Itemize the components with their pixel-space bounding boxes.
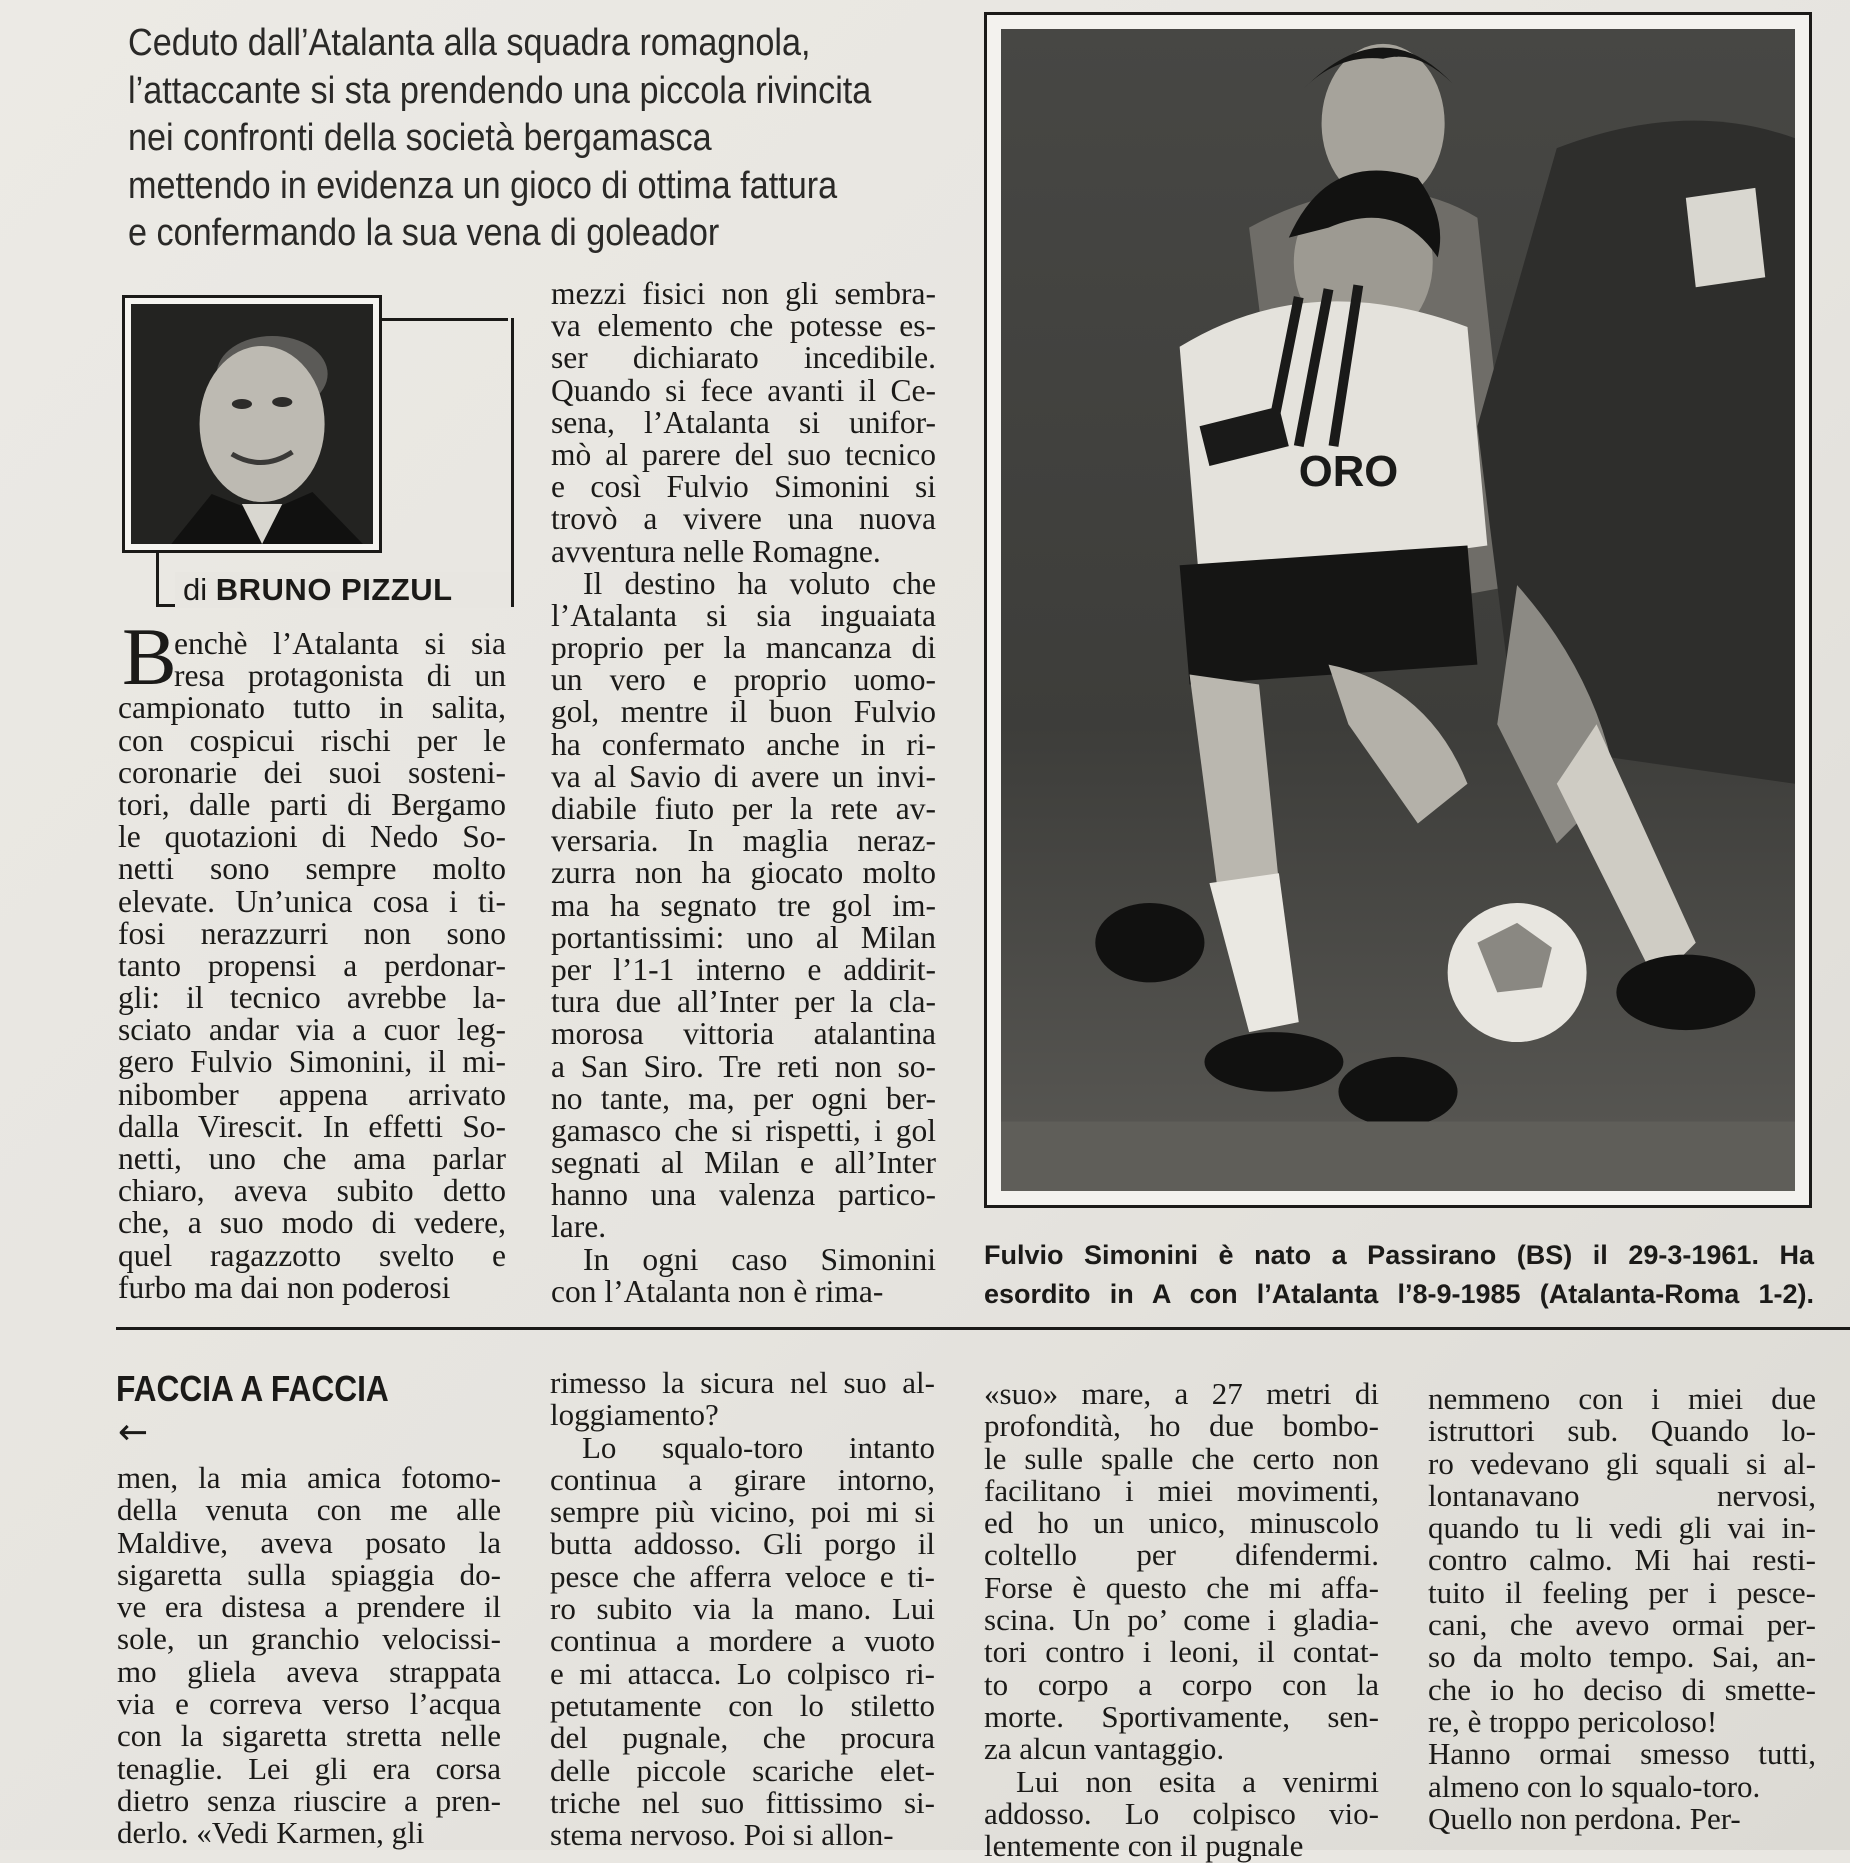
text-line: tuito il feeling per i pesce- bbox=[1428, 1574, 1816, 1610]
text-line: lare. bbox=[551, 1209, 607, 1245]
text-line: petutamente con lo stiletto bbox=[550, 1687, 935, 1723]
drop-cap: B bbox=[122, 611, 177, 702]
text-line: Hanno ormai smesso tutti, bbox=[1428, 1736, 1816, 1772]
text-line: e così Fulvio Simonini si bbox=[551, 469, 936, 505]
text-line: morte. Sportivamente, sen- bbox=[984, 1698, 1379, 1734]
text-line: sciato andar via a cuor leg- bbox=[118, 1012, 506, 1048]
text-line: continua a girare intorno, bbox=[550, 1461, 935, 1497]
author-portrait-image bbox=[131, 304, 373, 544]
text-line: stema nervoso. Poi si allon- bbox=[550, 1817, 894, 1853]
text-line: nibomber appena arrivato bbox=[118, 1076, 506, 1112]
byline-prefix: di bbox=[183, 572, 208, 607]
byline-author: BRUNO PIZZUL bbox=[215, 572, 453, 607]
text-line: chiaro, aveva subito detto bbox=[118, 1173, 506, 1209]
text-line: netti, uno che ama parlar bbox=[118, 1141, 506, 1176]
text-line: enchè l’Atalanta si sia bbox=[174, 626, 506, 661]
text-line: sena, l’Atalanta si unifor- bbox=[551, 404, 936, 440]
text-line: Fulvio Simonini è nato a Passirano (BS) il 29-3-1961. Ha bbox=[984, 1240, 1814, 1270]
text-line: hanno una valenza partico- bbox=[551, 1177, 936, 1213]
text-line: almeno con lo squalo-toro. bbox=[1428, 1768, 1761, 1804]
text-line: va elemento che potesse es- bbox=[551, 308, 936, 344]
lower-column-1 bbox=[117, 1462, 501, 1850]
section-divider bbox=[116, 1327, 1850, 1330]
text-line: zurra non ha giocato molto bbox=[551, 855, 936, 891]
text-line: contro calmo. Mi hai resti- bbox=[1428, 1542, 1816, 1578]
text-line: che, a suo modo di vedere, bbox=[118, 1205, 506, 1241]
text-line: men, la mia amica fotomo- bbox=[117, 1460, 501, 1495]
text-line: ser dichiarato incedibile. bbox=[551, 340, 936, 376]
text-line: campionato tutto in salita, bbox=[118, 690, 506, 726]
text-line: lentemente con il pugnale bbox=[984, 1828, 1304, 1863]
text-line: Forse è questo che mi affa- bbox=[984, 1569, 1379, 1605]
text-line: segnati al Milan e all’Inter bbox=[551, 1145, 936, 1181]
text-line: gli: il tecnico avrebbe la- bbox=[118, 980, 506, 1016]
text-line: netti sono sempre molto bbox=[118, 851, 506, 887]
text-line: Maldive, aveva posato la bbox=[117, 1524, 501, 1560]
text-line: mò al parere del suo tecnico bbox=[551, 436, 936, 472]
text-line: ed ho un unico, minuscolo bbox=[984, 1505, 1379, 1541]
text-line: to corpo a corpo con la bbox=[984, 1666, 1379, 1702]
deck-line: e confermando la sua vena di goleador bbox=[128, 212, 720, 254]
text-line: coltello per difendermi. bbox=[984, 1537, 1379, 1573]
text-line: avventura nelle Romagne. bbox=[551, 533, 881, 569]
text-line: un vero e proprio uomo- bbox=[551, 662, 936, 698]
text-line: scina. Un po’ come i gladia- bbox=[984, 1602, 1379, 1638]
football-action-photo bbox=[1001, 29, 1795, 1191]
text-line: «suo» mare, a 27 metri di bbox=[984, 1376, 1379, 1411]
deck-line: Ceduto dall’Atalanta alla squadra romagnola, bbox=[128, 22, 811, 64]
article-column-2 bbox=[551, 278, 936, 1308]
text-line: quando tu li vedi gli vai in- bbox=[1428, 1510, 1816, 1546]
text-line: Lui non esita a venirmi bbox=[1016, 1763, 1379, 1799]
text-line: del pugnale, che procura bbox=[550, 1720, 935, 1756]
text-line: via e correva verso l’acqua bbox=[117, 1686, 501, 1722]
text-line: tori contro i leoni, il contat- bbox=[984, 1634, 1379, 1670]
text-line: In ogni caso Simonini bbox=[583, 1241, 936, 1277]
byline bbox=[175, 572, 511, 608]
photo-caption bbox=[984, 1236, 1814, 1314]
text-line: Quello non perdona. Per- bbox=[1428, 1800, 1741, 1836]
text-line: per l’1-1 interno e addirit- bbox=[551, 951, 936, 987]
text-line: quel ragazzotto svelto e bbox=[118, 1237, 506, 1273]
text-line: con la sigaretta stretta nelle bbox=[117, 1718, 501, 1754]
text-line: Quando si fece avanti il Ce- bbox=[551, 372, 936, 408]
match-photo-frame bbox=[984, 12, 1812, 1208]
article-deck bbox=[128, 20, 872, 258]
text-line: furbo ma dai non poderosi bbox=[118, 1269, 451, 1305]
text-line: gol, mentre il buon Fulvio bbox=[551, 694, 936, 730]
deck-line: mettendo in evidenza un gioco di ottima fattura bbox=[128, 164, 838, 207]
text-line: a San Siro. Tre reti non so- bbox=[551, 1048, 936, 1084]
text-line: za alcun vantaggio. bbox=[984, 1731, 1225, 1767]
text-line: con cospicui rischi per le bbox=[118, 722, 506, 758]
text-line: dalla Virescit. In effetti So- bbox=[118, 1108, 506, 1144]
deck-line: nei confronti della società bergamasca bbox=[128, 117, 712, 159]
text-line: ro vedevano gli squali si al- bbox=[1428, 1445, 1816, 1481]
shirt-sponsor-text: ORO bbox=[1298, 446, 1399, 496]
text-line: e mi attacca. Lo colpisco ri- bbox=[550, 1655, 935, 1691]
text-line: cani, che avevo ormai per- bbox=[1428, 1607, 1816, 1643]
text-line: mo gliela aveva strappata bbox=[117, 1653, 501, 1689]
left-arrow-icon: ← bbox=[118, 1412, 149, 1453]
text-line: ha confermato anche in ri- bbox=[551, 726, 936, 762]
text-line: triche nel suo fittissimo si- bbox=[550, 1784, 935, 1820]
text-line: facilitano i miei movimenti, bbox=[984, 1472, 1379, 1508]
text-line: addosso. Lo colpisco vio- bbox=[984, 1795, 1379, 1831]
article-column-1 bbox=[118, 628, 506, 1304]
author-box-frame-top bbox=[380, 318, 508, 321]
text-line: so da molto tempo. Sai, an- bbox=[1428, 1639, 1816, 1675]
text-line: dietro senza riuscire a pren- bbox=[117, 1782, 501, 1818]
text-line: morosa vittoria atalantina bbox=[551, 1016, 936, 1052]
text-line: ro subito via la mano. Lui bbox=[550, 1591, 935, 1627]
text-line: resa protagonista di un bbox=[174, 658, 506, 694]
text-line: fosi nerazzurri non sono bbox=[118, 915, 506, 951]
text-line: no tante, ma, per ogni ber- bbox=[551, 1080, 936, 1116]
text-line: sempre più vicino, poi mi si bbox=[550, 1494, 935, 1530]
text-line: tori, dalle parti di Bergamo bbox=[118, 786, 506, 822]
text-line: elevate. Un’unica cosa i ti- bbox=[118, 883, 506, 919]
text-line: ma ha segnato tre gol im- bbox=[551, 887, 936, 923]
text-line: nemmeno con i miei due bbox=[1428, 1381, 1816, 1416]
text-line: con l’Atalanta non è rima- bbox=[551, 1273, 884, 1309]
author-portrait bbox=[122, 295, 382, 553]
text-line: le sulle spalle che certo non bbox=[984, 1440, 1379, 1476]
text-line: gero Fulvio Simonini, il mi- bbox=[118, 1044, 506, 1080]
text-line: l’Atalanta si sia inguaiata bbox=[551, 597, 936, 633]
text-line: re, è troppo pericoloso! bbox=[1428, 1703, 1718, 1739]
text-line: le quotazioni di Nedo So- bbox=[118, 819, 506, 855]
text-line: butta addosso. Gli porgo il bbox=[550, 1526, 935, 1562]
text-line: versaria. In maglia neraz- bbox=[551, 823, 936, 859]
text-line: tenaglie. Lei gli era corsa bbox=[117, 1750, 501, 1786]
lower-column-3 bbox=[984, 1378, 1379, 1862]
text-line: Lo squalo-toro intanto bbox=[582, 1429, 935, 1465]
text-line: loggiamento? bbox=[550, 1397, 719, 1433]
text-line: diabile fiuto per la rete av- bbox=[551, 791, 936, 826]
text-line: pesce che afferra veloce e ti- bbox=[550, 1558, 935, 1594]
text-line: trovò a vivere una nuova bbox=[551, 501, 936, 537]
text-line: rimesso la sicura nel suo al- bbox=[550, 1365, 935, 1400]
text-line: derlo. «Vedi Karmen, gli bbox=[117, 1815, 425, 1851]
text-line: sole, un granchio velocissi- bbox=[117, 1621, 501, 1657]
text-line: che io ho deciso di smette- bbox=[1428, 1671, 1816, 1707]
text-line: coronarie dei suoi sosteni- bbox=[118, 754, 506, 790]
text-line: gamasco che si rispetti, i gol bbox=[551, 1112, 936, 1148]
text-line: Il destino ha voluto che bbox=[583, 565, 936, 601]
match-photo bbox=[1001, 29, 1795, 1191]
text-line: delle piccole scariche elet- bbox=[550, 1752, 935, 1788]
text-line: tura due all’Inter per la cla- bbox=[551, 984, 936, 1020]
text-line: lontanavano nervosi, bbox=[1428, 1477, 1816, 1513]
lower-column-4 bbox=[1428, 1383, 1816, 1835]
lower-column-2 bbox=[550, 1367, 935, 1851]
deck-line: l’attaccante si sta prendendo una piccola rivincita bbox=[128, 69, 872, 112]
section-title: FACCIA A FACCIA bbox=[116, 1368, 389, 1409]
text-line: mezzi fisici non gli sembra- bbox=[551, 276, 936, 311]
text-line: profondità, ho due bombo- bbox=[984, 1408, 1379, 1444]
text-line: proprio per la mancanza di bbox=[551, 630, 936, 666]
text-line: va al Savio di avere un invi- bbox=[551, 758, 936, 794]
text-line: tanto propensi a perdonar- bbox=[118, 947, 506, 983]
text-line: continua a mordere a vuoto bbox=[550, 1623, 935, 1659]
text-line: della venuta con me alle bbox=[117, 1492, 501, 1528]
text-line: istruttori sub. Quando lo- bbox=[1428, 1413, 1816, 1449]
text-line: esordito in A con l’Atalanta l’8-9-1985 (Atalanta-Roma 1-2). bbox=[984, 1279, 1814, 1309]
text-line: portantissimi: uno al Milan bbox=[551, 919, 936, 955]
text-line: sigaretta sulla spiaggia do- bbox=[117, 1556, 501, 1592]
text-line: ve era distesa a prendere il bbox=[117, 1589, 501, 1625]
